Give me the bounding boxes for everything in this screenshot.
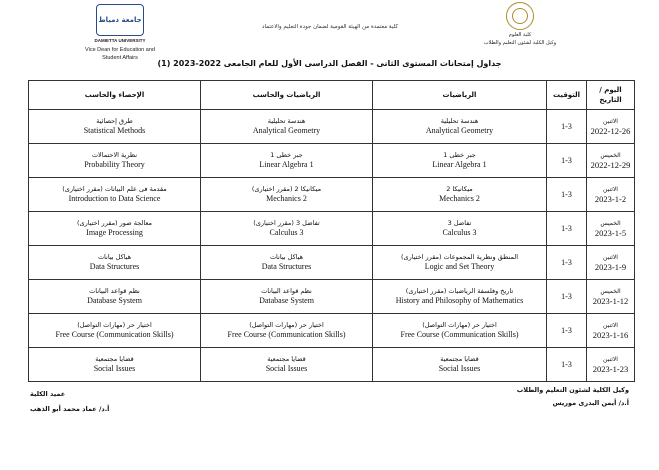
math-math-en: Linear Algebra 1 [432,160,487,169]
time-time: 1-3 [561,291,572,301]
stat-cs-statcs-ar: قضايا مجتمعية [95,355,134,363]
math-math-en: History and Philosophy of Mathematics [395,296,524,305]
time-cell [547,348,587,382]
math-cell [373,212,547,246]
math-cs-cell [201,348,373,382]
stat-cs-statcs-en: Data Structures [89,262,140,271]
date-date: 2023-1-12 [592,296,629,306]
time-time: 1-3 [561,155,572,165]
math-cs-mathcs-en: Database System [259,296,314,305]
university-logo-block [60,4,180,62]
time-cell [547,280,587,314]
accreditation-text: كلية معتمدة من الهيئة القومية لضمان جودة التعليم والاعتماد [262,24,398,30]
dean-title: عميد الكلية [30,390,66,398]
math-math-ar: جبر خطى 1 [443,151,476,159]
math-cell [373,144,547,178]
math-cs-mathcs-ar: قضايا مجتمعية [267,355,306,363]
math-cs-mathcs-ar: هياكل بيانات [269,253,304,261]
math-math-ar: تفاضل 3 [447,219,472,227]
date-day: الاثنين [603,118,618,125]
math-cell [373,178,547,212]
table-header-row [29,81,635,110]
math-cell [373,314,547,348]
time-cell [547,212,587,246]
stat-cs-cell [29,348,201,382]
stat-cs-statcs-en: Free Course (Communication Skills) [55,330,174,339]
faculty-logo-block [450,2,590,46]
time-time: 1-3 [561,257,572,267]
faculty-seal-icon [506,2,534,30]
table-row [29,178,635,212]
time-cell [547,178,587,212]
stat-cs-statcs-en: Probability Theory [84,160,145,169]
date-date: 2023-1-2 [594,194,627,204]
math-math-ar: المنطق ونظرية المجموعات (مقرر اختيارى) [400,253,519,261]
math-math-ar: هندسة تحليلية [440,117,479,125]
time-time: 1-3 [561,121,572,131]
math-cs-mathcs-en: Data Structures [261,262,312,271]
date-day: الاثنين [603,254,618,261]
math-cs-cell [201,280,373,314]
math-cell [373,348,547,382]
vice-dean-line1: Vice Dean for Education and [85,46,155,53]
math-cs-cell [201,314,373,348]
stat-cs-statcs-ar: مقدمة فى علم البيانات (مقرر اختيارى) [62,185,167,193]
math-cs-cell [201,144,373,178]
document-header [0,0,659,62]
exam-schedule-table [28,80,635,382]
math-cs-cell [201,178,373,212]
date-cell [587,212,635,246]
math-cs-mathcs-ar: اختيار حر (مهارات التواصل) [249,321,324,329]
stat-cs-statcs-ar: نظم قواعد البيانات [89,287,140,295]
math-math-ar: اختيار حر (مهارات التواصل) [422,321,497,329]
header-math-cs: الرياضيات والحاسب [201,81,373,110]
math-cs-mathcs-en: Analytical Geometry [252,126,321,135]
math-cs-mathcs-en: Linear Algebra 1 [259,160,314,169]
math-math-ar: تاريخ وفلسفة الرياضيات (مقرر اختيارى) [405,287,514,295]
date-date: 2022-12-29 [590,160,631,170]
date-day: الخميس [600,288,621,295]
date-cell [587,178,635,212]
table-row [29,212,635,246]
stat-cs-cell [29,178,201,212]
date-cell [587,314,635,348]
stat-cs-cell [29,280,201,314]
math-cell [373,246,547,280]
table-row [29,314,635,348]
date-date: 2023-1-16 [592,330,629,340]
table-row [29,144,635,178]
stat-cs-cell [29,144,201,178]
faculty-vice-dean-text: وكيل الكلية لشئون التعليم والطلاب [483,40,557,46]
table-row [29,348,635,382]
math-math-ar: قضايا مجتمعية [440,355,479,363]
time-cell [547,144,587,178]
dean-name: أ.د/ عماد محمد أبو الذهب [30,405,110,413]
stat-cs-cell [29,246,201,280]
page-title: جداول إمتحانات المستوى الثانى - الفصل الدراسى الأول للعام الجامعى 2022-2023 (1) [157,59,502,68]
header-math: الرياضيات [373,81,547,110]
faculty-name: كلية العلوم [508,32,532,38]
stat-cs-statcs-en: Image Processing [86,228,143,237]
time-cell [547,314,587,348]
stat-cs-statcs-ar: هياكل بيانات [97,253,132,261]
table-row [29,280,635,314]
math-math-en: Social Issues [438,364,481,373]
header-time: التوقيت [547,81,587,110]
date-date: 2023-1-9 [594,262,627,272]
math-math-en: Calculus 3 [442,228,477,237]
header-stat-cs: الإحصاء والحاسب [29,81,201,110]
date-cell [587,348,635,382]
date-day: الخميس [600,152,621,159]
university-logo-subtitle: DAMIETTA UNIVERSITY [94,38,146,43]
stat-cs-cell [29,314,201,348]
header-date: اليوم / التاريخ [587,81,635,110]
stat-cs-statcs-ar: طرق إحصائية [96,117,133,125]
time-cell [547,110,587,144]
math-cs-cell [201,110,373,144]
math-cs-mathcs-en: Free Course (Communication Skills) [227,330,346,339]
university-logo-text: جامعة دمياط [98,16,142,24]
stat-cs-cell [29,110,201,144]
date-day: الاثنين [603,356,618,363]
date-date: 2023-1-23 [592,364,629,374]
math-cs-mathcs-ar: هندسة تحليلية [267,117,306,125]
math-cs-mathcs-en: Social Issues [265,364,308,373]
date-day: الاثنين [603,186,618,193]
time-cell [547,246,587,280]
date-day: الخميس [600,220,621,227]
math-cs-mathcs-ar: جبر خطى 1 [270,151,303,159]
math-cs-cell [201,212,373,246]
stat-cs-statcs-ar: معالجة صور (مقرر اختيارى) [77,219,152,227]
stat-cs-statcs-en: Statistical Methods [83,126,146,135]
vice-dean-line2: Student Affairs [102,55,138,61]
math-cell [373,110,547,144]
vice-dean-name: أ.د/ أيمن البدرى موريس [552,399,629,407]
date-cell [587,280,635,314]
stat-cs-statcs-ar: نظرية الاحتمالات [91,151,138,159]
math-math-en: Free Course (Communication Skills) [400,330,519,339]
math-math-en: Logic and Set Theory [424,262,495,271]
table-row [29,246,635,280]
time-time: 1-3 [561,325,572,335]
stat-cs-statcs-ar: اختيار حر (مهارات التواصل) [77,321,152,329]
time-time: 1-3 [561,189,572,199]
date-cell [587,246,635,280]
date-date: 2023-1-5 [594,228,627,238]
math-cs-mathcs-en: Mechanics 2 [266,194,307,203]
math-math-en: Mechanics 2 [439,194,480,203]
math-cs-mathcs-en: Calculus 3 [269,228,304,237]
university-logo [96,4,144,36]
vice-dean-title: وكيل الكلية لشئون التعليم والطلاب [516,386,629,394]
stat-cs-statcs-en: Introduction to Data Science [68,194,161,203]
date-date: 2022-12-26 [590,126,631,136]
stat-cs-cell [29,212,201,246]
date-day: الاثنين [603,322,618,329]
math-cs-mathcs-ar: نظم قواعد البيانات [261,287,312,295]
table-row [29,110,635,144]
math-math-ar: ميكانيكا 2 [446,185,473,193]
date-cell [587,110,635,144]
stat-cs-statcs-en: Social Issues [93,364,136,373]
math-cs-cell [201,246,373,280]
time-time: 1-3 [561,223,572,233]
math-cs-mathcs-ar: تفاضل 3 (مقرر اختيارى) [253,219,320,227]
math-math-en: Analytical Geometry [425,126,494,135]
math-cell [373,280,547,314]
time-time: 1-3 [561,359,572,369]
stat-cs-statcs-en: Database System [87,296,142,305]
math-cs-mathcs-ar: ميكانيكا 2 (مقرر اختيارى) [251,185,322,193]
date-cell [587,144,635,178]
